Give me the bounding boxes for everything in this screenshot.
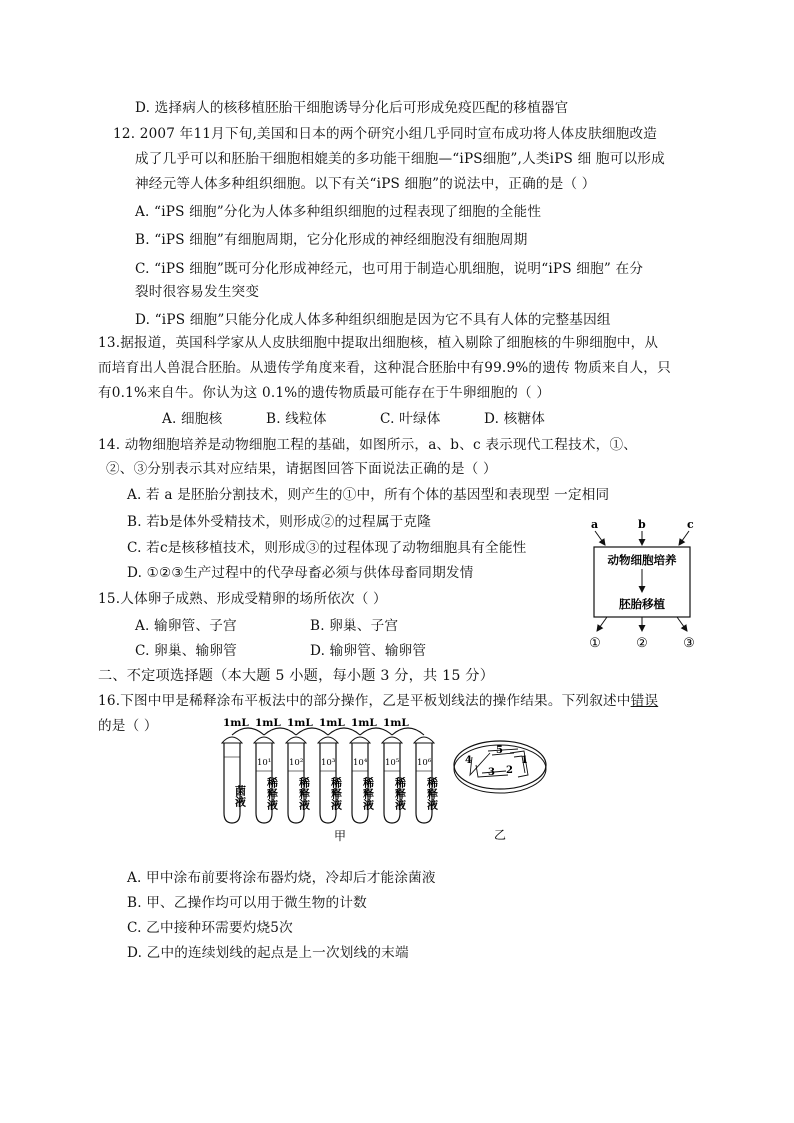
label-c: c [687,518,694,531]
q15-option-c: C. 卵巢、输卵管 [135,643,237,659]
dilution-power: 10³ [321,758,336,768]
tube-label-diluent: 稀释液 [297,777,311,810]
volume-label: 1mL [351,717,377,729]
label-a: a [591,518,599,531]
q13-stem-line1: 13.据报道，英国科学家从人皮肤细胞中提取出细胞核，植入剔除了细胞核的牛卵细胞中，从 [98,335,659,351]
q15-option-d: D. 输卵管、输卵管 [310,643,427,659]
q13-stem-line2: 而培育出人兽混合胚胎。从遗传学角度来看，这种混合胚胎中有99.9%的遗传 物质来自人，只 [98,360,671,376]
q14-stem-line2: ②、③分别表示其对应结果，请据图回答下面说法正确的是（ ） [106,461,497,477]
arrow-out3 [677,617,687,631]
q12-option-a: A. “iPS 细胞”分化为人体多种组织细胞的过程表现了细胞的全能性 [135,204,542,220]
volume-label: 1mL [255,717,281,729]
output-1: ① [589,636,601,651]
tube-label-diluent: 稀释液 [265,777,279,810]
tube-label-diluent: 稀释液 [361,777,375,810]
section2-title: 二、不定项选择题（本大题 5 小题，每小题 3 分，共 15 分） [98,668,495,684]
dilution-power: 10¹ [257,758,272,768]
dilution-power: 10⁶ [417,758,432,768]
q12-stem-line1: 12. 2007 年11月下旬,美国和日本的两个研究小组几乎同时宣布成功将人体皮肤细胞改造 [113,126,658,142]
transfer-arrow [232,728,264,735]
q13-stem-line3: 有0.1%来自牛。你认为这 0.1%的遗传物质最可能存在于牛卵细胞的（ ） [98,385,551,401]
dilution-power: 10² [289,758,304,768]
q14-option-d: D. ①②③生产过程中的代孕母畜必须与供体母畜同期发情 [127,565,474,581]
output-3: ③ [683,636,695,651]
q13-option-b: B. 线粒体 [266,411,327,427]
arrow-c [679,531,689,545]
q16-option-c: C. 乙中接种环需要灼烧5次 [127,920,293,936]
streak-number: 4 [465,755,472,766]
figure-caption-jia: 甲 [333,829,347,843]
volume-label: 1mL [223,717,249,729]
box-embryo-transfer: 胚胎移植 [619,597,665,611]
transfer-arrow [264,728,296,735]
volume-label: 1mL [287,717,313,729]
streak-number: 3 [488,767,495,778]
transfer-arrow [360,728,392,735]
tube-label-bacteria: 菌液 [233,785,247,807]
output-2: ② [636,636,648,651]
tube-label-diluent: 稀释液 [393,777,407,810]
q15-option-b: B. 卵巢、子宫 [310,618,399,634]
q15-stem: 15.人体卵子成熟、形成受精卵的场所依次（ ） [98,591,387,607]
streak-number: 1 [521,755,528,766]
box-cell-culture: 动物细胞培养 [607,553,677,567]
q16-option-a: A. 甲中涂布前要将涂布器灼烧，冷却后才能涂菌液 [127,870,436,886]
q16-stem-line2: 的是（ ） [98,718,158,734]
arrow-out1 [597,617,607,631]
q12-option-c-line1: C. “iPS 细胞”既可分化形成神经元，也可用于制造心肌细胞，说明“iPS 细胞” 在分 [135,261,644,277]
q16-option-b: B. 甲、乙操作均可以用于微生物的计数 [127,895,367,911]
volume-label: 1mL [319,717,345,729]
streak-number: 5 [496,745,503,756]
arrow-a [595,531,605,545]
q13-option-d: D. 核糖体 [484,411,546,427]
q12-option-c-line2: 裂时很容易发生突变 [135,284,260,300]
dilution-power: 10⁴ [353,758,368,768]
transfer-arrow [392,728,424,735]
q12-option-d: D. “iPS 细胞”只能分化成人体多种组织细胞是因为它不具有人体的完整基因组 [135,312,611,328]
transfer-arrow [296,728,328,735]
tube-label-diluent: 稀释液 [329,777,343,810]
q14-flow-diagram [585,514,700,654]
tube-label-diluent: 稀释液 [425,777,439,810]
q12-stem-line3: 神经元等人体多种组织细胞。以下有关“iPS 细胞”的说法中，正确的是（ ） [135,176,596,192]
label-b: b [638,518,646,531]
q14-option-c: C. 若c是核移植技术，则形成③的过程体现了动物细胞具有全能性 [127,540,527,556]
q14-option-a: A. 若 a 是胚胎分割技术，则产生的①中，所有个体的基因型和表现型 一定相同 [127,487,610,503]
figure-caption-yi: 乙 [493,828,507,842]
figure-yi-streak-plate [448,735,553,845]
q14-option-b: B. 若b是体外受精技术，则形成②的过程属于克隆 [127,514,432,530]
q13-option-a: A. 细胞核 [162,411,223,427]
q16-stem-text: 16.下图中甲是稀释涂布平板法中的部分操作，乙是平板划线法的操作结果。下列叙述中 [98,693,631,709]
q13-option-c: C. 叶绿体 [380,411,441,427]
q12-stem-line2: 成了几乎可以和胚胎干细胞相媲美的多功能干细胞—“iPS细胞”,人类iPS 细 胞可以形成 [135,151,665,167]
q16-option-d: D. 乙中的连续划线的起点是上一次划线的末端 [127,945,409,961]
volume-label: 1mL [383,717,409,729]
q16-stem-emphasis: 错误 [630,693,659,709]
figure-jia-serial-dilution [212,713,452,843]
q12-option-b: B. “iPS 细胞”有细胞周期，它分化形成的神经细胞没有细胞周期 [135,232,528,248]
test-tube [224,741,240,823]
q16-stem-line1 [98,691,658,711]
streak-number: 2 [506,765,513,776]
q15-option-a: A. 输卵管、子宫 [135,618,237,634]
q11-option-d: D. 选择病人的核移植胚胎干细胞诱导分化后可形成免疫匹配的移植器官 [135,100,569,116]
transfer-arrow [328,728,360,735]
dilution-power: 10⁵ [385,758,400,768]
q14-stem-line1: 14. 动物细胞培养是动物细胞工程的基础，如图所示，a、b、c 表示现代工程技术，①、 [98,437,638,453]
